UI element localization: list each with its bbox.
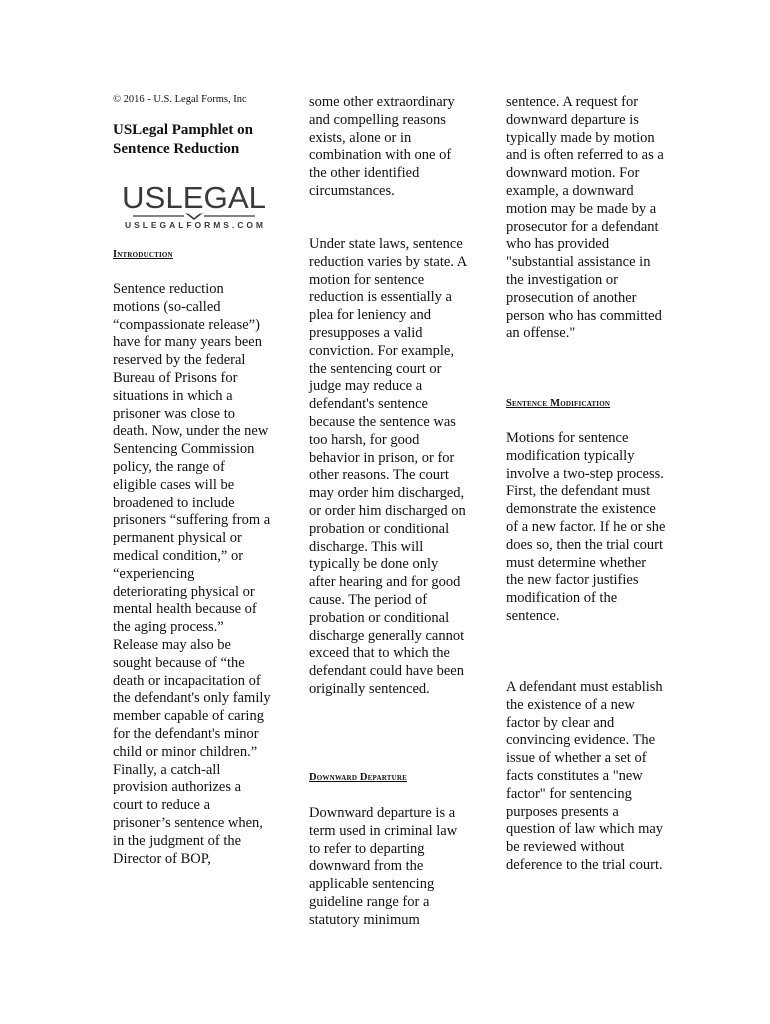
copyright-notice: © 2016 - U.S. Legal Forms, Inc: [113, 94, 247, 105]
sentence-modification-body-2: A defendant must establish the existence of a new factor by clear and convincing evidence. The issue of whether a set of facts constitutes a "new factor" for sentencing purposes presents a question of law which may be reviewed without deference to the trial court.: [506, 679, 664, 873]
introduction-body: Sentence reduction motions (so-called “compassionate release”) have for many years been reserved by the federal Bureau of Prisons for situations in which a prisoner was close to death. Now, under the new Sentencing Commission policy, the range of eligible cases will be broadened to include prisoners “suffering from a permanent physical or medical condition,” or “experiencing deteriorating physical or mental health because of the aging process.” Release may also be sought because of “the death or incapacitation of the defendant's only family member capable of caring for the defendant's minor child or minor children.” Finally, a catch-all provision authorizes a court to reduce a prisoner’s sentence when, in the judgment of the Director of BOP,: [113, 281, 271, 867]
heading-sentence-modification: Sentence Modification: [506, 398, 611, 409]
page-title: USLegal Pamphlet on Sentence Reduction: [113, 122, 254, 157]
uslegal-logo: [119, 176, 269, 231]
sentence-modification-body-1: Motions for sentence modification typically involve a two-step process. First, the defendant must demonstrate the existence of a new factor. If he or she does so, then the trial court must determine whether the new factor justifies modification of the sentence.: [506, 430, 666, 624]
state-laws-body: Under state laws, sentence reduction varies by state. A motion for sentence reduction is essentially a plea for leniency and presupposes a valid conviction. For example, the sentencing court or judge may reduce a defendant's sentence because the sentence was too harsh, for good behavior in prison, or for other reasons. The court may order him discharged, or order him discharged on probation or conditional discharge. This will typically be done only after hearing and for good cause. The period of probation or conditional discharge generally cannot exceed that to which the defendant could have been originally sentenced.: [309, 236, 467, 697]
logo-wordmark: USLEGAL: [122, 180, 266, 215]
heading-introduction: Introduction: [113, 249, 173, 260]
logo-url: USLEGALFORMS.COM: [125, 220, 263, 230]
downward-departure-continuation: sentence. A request for downward departure is typically made by motion and is often referred to as a downward motion. For example, a downward motion may be made by a prosecutor for a defendant who has provided "substantial assistance in the investigation or prosecution of another person who has committed an offense.": [506, 94, 664, 342]
introduction-continuation: some other extraordinary and compelling reasons exists, alone or in combination with one of the other identified circumstances.: [309, 94, 455, 199]
heading-downward-departure: Downward Departure: [309, 772, 408, 783]
downward-departure-body: Downward departure is a term used in criminal law to refer to departing downward from the applicable sentencing guideline range for a statutory minimum: [309, 805, 458, 928]
